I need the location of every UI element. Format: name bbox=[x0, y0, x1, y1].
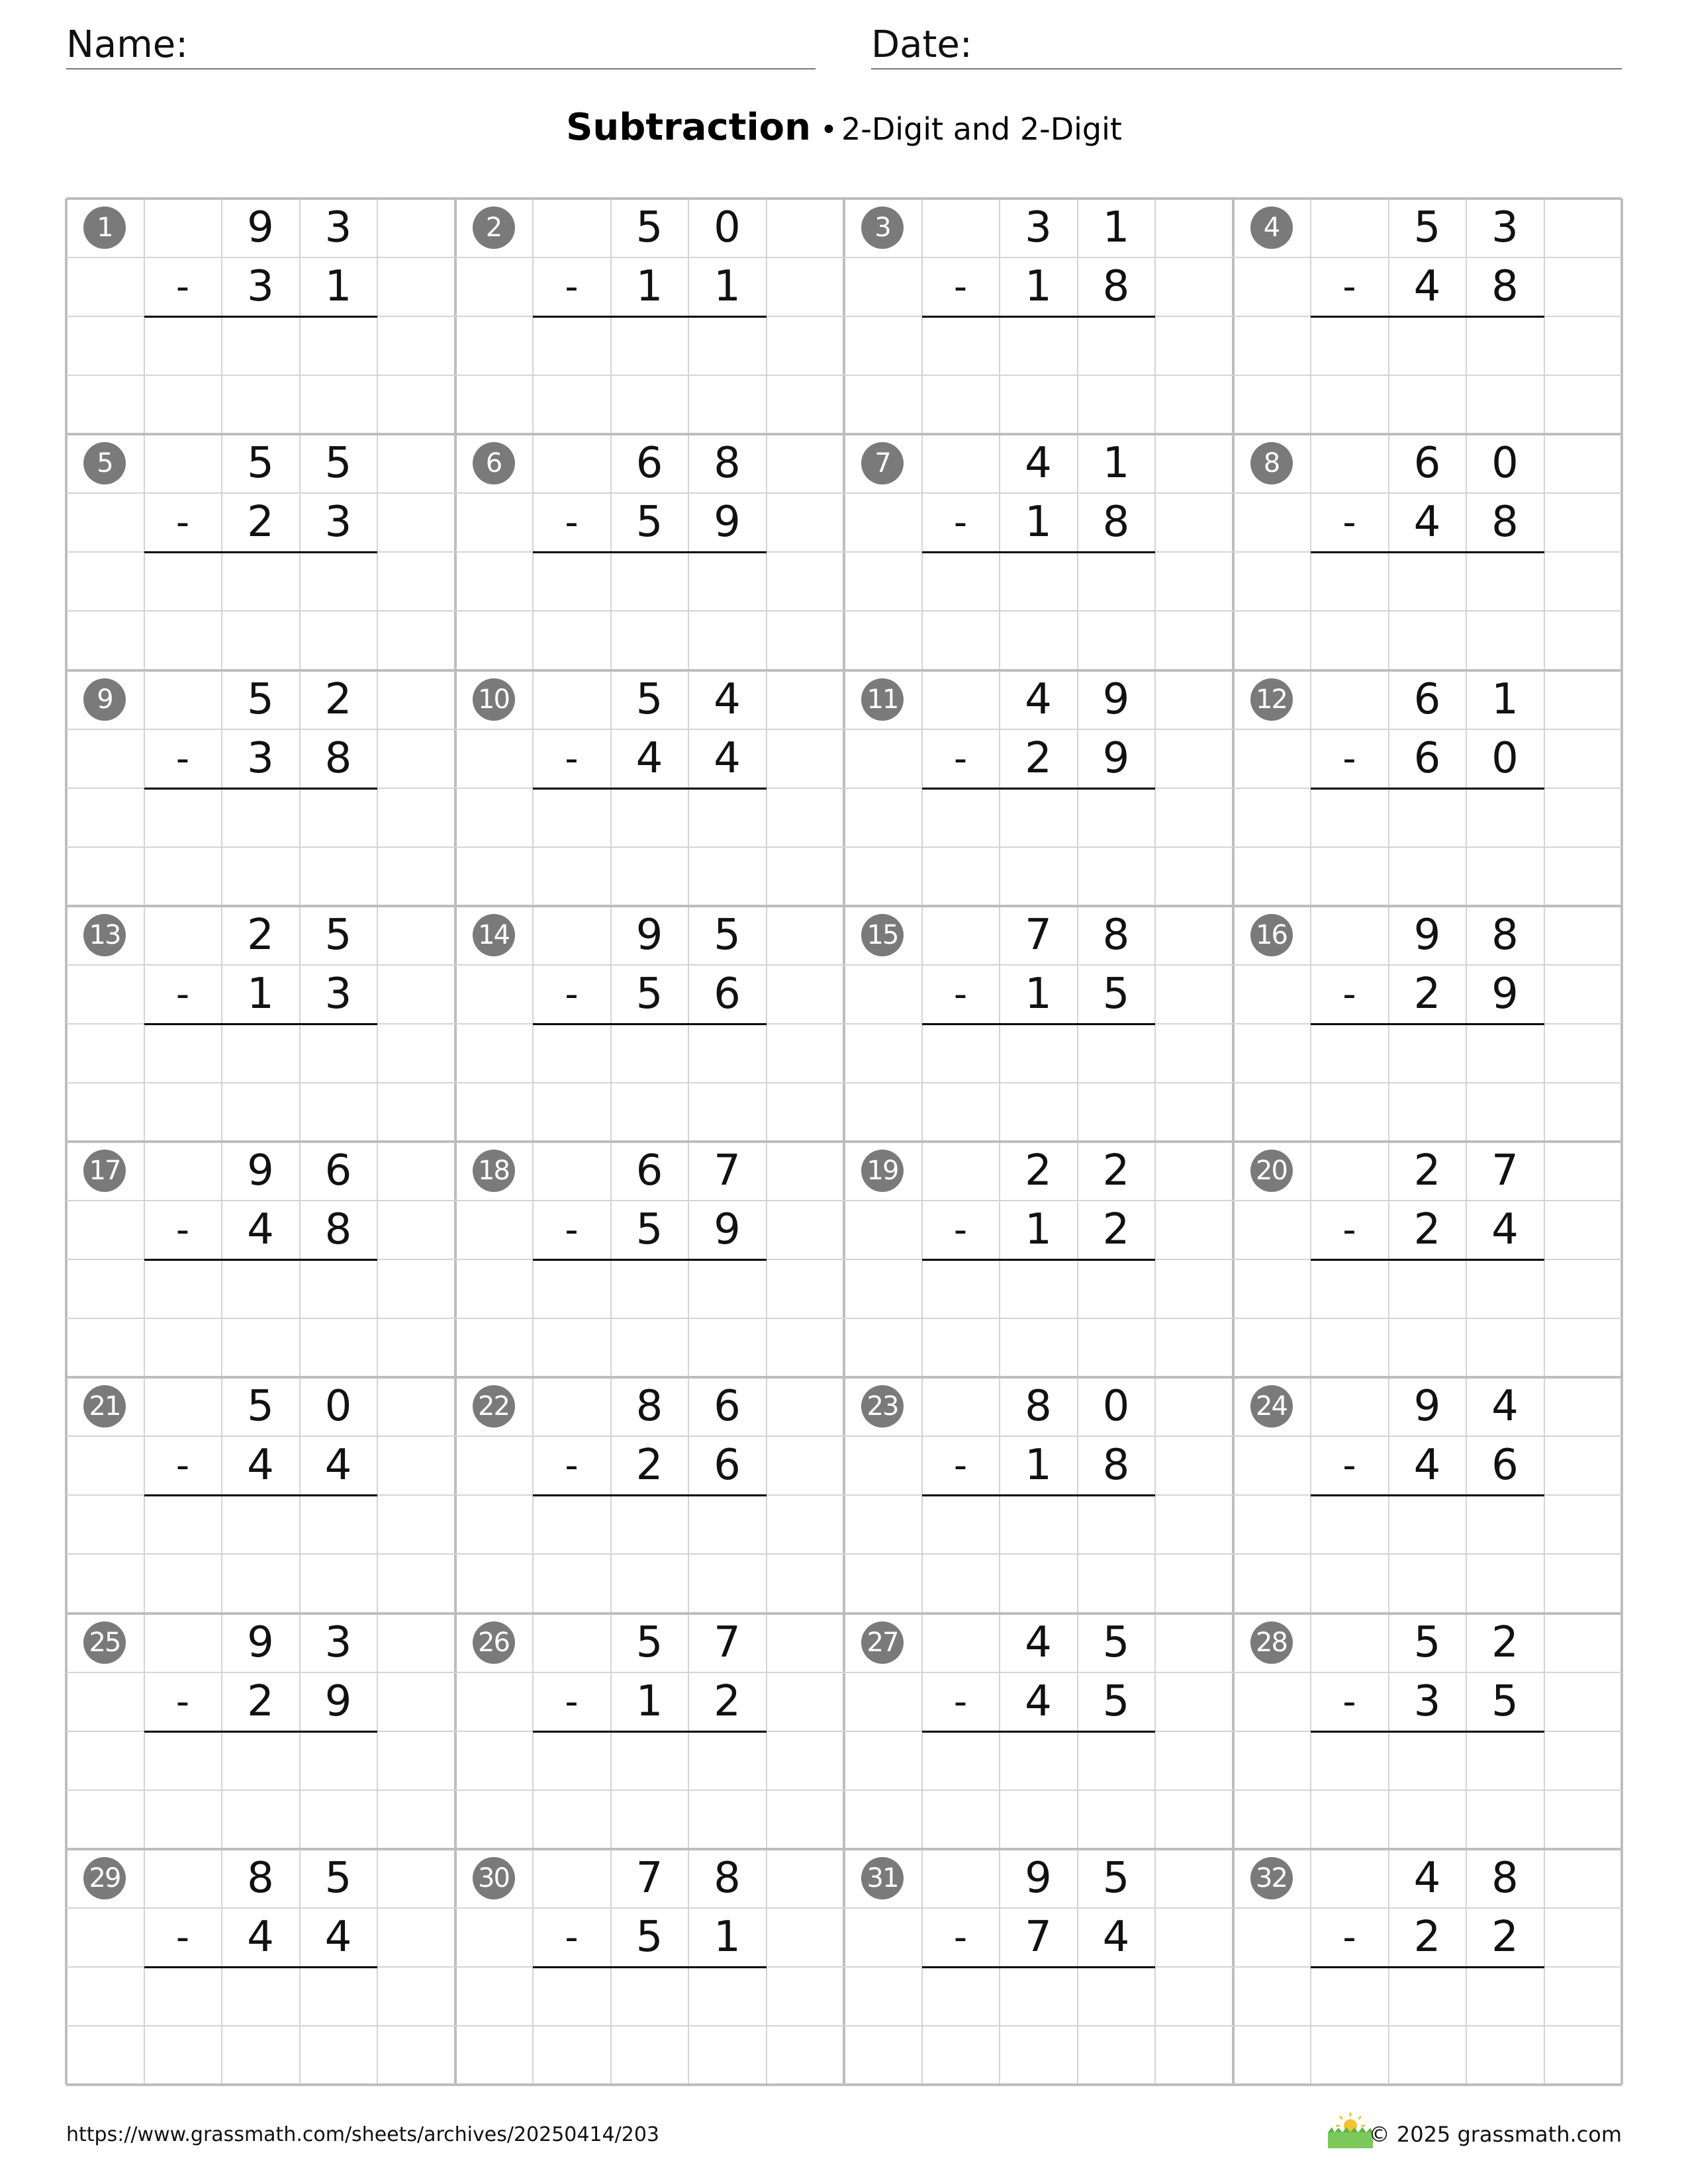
answer-area[interactable] bbox=[144, 319, 378, 430]
minus-sign: - bbox=[1342, 1680, 1356, 1723]
minus-sign: - bbox=[175, 1680, 190, 1723]
minuend-ones-digit: 7 bbox=[714, 1617, 741, 1667]
subtrahend-ones-digit: 8 bbox=[1102, 1441, 1130, 1490]
minuend-ones-digit: 7 bbox=[1491, 1146, 1519, 1195]
subtrahend-ones-digit: 8 bbox=[1102, 498, 1130, 547]
answer-area[interactable] bbox=[1311, 555, 1544, 666]
minuend-ones-digit: 2 bbox=[1102, 1146, 1130, 1195]
title-main: Subtraction bbox=[566, 106, 812, 149]
answer-area[interactable] bbox=[1311, 1262, 1544, 1373]
minus-sign: - bbox=[1342, 501, 1356, 545]
problem-number-badge: 12 bbox=[1250, 678, 1293, 721]
subtrahend-tens-digit: 4 bbox=[635, 733, 663, 783]
subtrahend-tens-digit: 5 bbox=[635, 969, 663, 1019]
subtrahend-ones-digit: 0 bbox=[1491, 733, 1519, 783]
problem-number-badge: 9 bbox=[83, 678, 126, 721]
answer-area[interactable] bbox=[144, 555, 378, 666]
worksheet-title bbox=[0, 106, 1688, 149]
minus-sign: - bbox=[1342, 1444, 1356, 1488]
answer-area[interactable] bbox=[144, 1734, 378, 1845]
subtrahend-tens-digit: 1 bbox=[635, 1676, 663, 1726]
minuend-tens-digit: 5 bbox=[247, 674, 274, 724]
minuend-ones-digit: 3 bbox=[324, 203, 352, 252]
subtrahend-ones-digit: 9 bbox=[714, 498, 741, 547]
subtrahend-tens-digit: 2 bbox=[1025, 733, 1052, 783]
answer-area[interactable] bbox=[533, 555, 767, 666]
answer-area[interactable] bbox=[1311, 1970, 1544, 2081]
problem-number-badge: 27 bbox=[861, 1621, 904, 1664]
minuend-ones-digit: 0 bbox=[714, 203, 741, 252]
minus-sign: - bbox=[1342, 972, 1356, 1016]
answer-line bbox=[1311, 788, 1544, 790]
minuend-tens-digit: 4 bbox=[1413, 1853, 1441, 1903]
minuend-ones-digit: 3 bbox=[324, 1617, 352, 1667]
minuend-ones-digit: 6 bbox=[714, 1382, 741, 1432]
problem-number-badge: 30 bbox=[473, 1857, 515, 1899]
grass-sun-logo-icon bbox=[1325, 2111, 1376, 2150]
title-subtitle: 2-Digit and 2-Digit bbox=[841, 111, 1122, 147]
minuend-ones-digit: 2 bbox=[1491, 1617, 1519, 1667]
minus-sign: - bbox=[953, 1208, 968, 1252]
minus-sign: - bbox=[565, 1444, 579, 1488]
minuend-tens-digit: 5 bbox=[635, 674, 663, 724]
minuend-tens-digit: 6 bbox=[1413, 439, 1441, 488]
answer-area[interactable] bbox=[533, 1498, 767, 1609]
subtrahend-tens-digit: 2 bbox=[247, 498, 274, 547]
problem-number-badge: 10 bbox=[473, 678, 515, 721]
footer-copyright: © 2025 grassmath.com bbox=[1368, 2122, 1622, 2147]
minus-sign: - bbox=[565, 1680, 579, 1723]
minuend-tens-digit: 8 bbox=[247, 1853, 274, 1903]
minuend-tens-digit: 9 bbox=[247, 1146, 274, 1195]
minuend-ones-digit: 5 bbox=[324, 439, 352, 488]
answer-line bbox=[533, 316, 767, 318]
answer-line bbox=[1311, 1023, 1544, 1025]
minuend-ones-digit: 1 bbox=[1491, 674, 1519, 724]
subtrahend-ones-digit: 8 bbox=[1491, 262, 1519, 312]
answer-area[interactable] bbox=[922, 1026, 1156, 1138]
subtrahend-ones-digit: 1 bbox=[324, 262, 352, 312]
answer-line bbox=[922, 788, 1156, 790]
problem-number-badge: 3 bbox=[861, 206, 904, 249]
problem-number-badge: 1 bbox=[83, 206, 126, 249]
problem-number-badge: 22 bbox=[473, 1385, 515, 1428]
answer-line bbox=[144, 1259, 378, 1261]
subtrahend-tens-digit: 1 bbox=[1025, 262, 1052, 312]
problem-number-badge: 21 bbox=[83, 1385, 126, 1428]
minuend-ones-digit: 5 bbox=[1102, 1617, 1130, 1667]
minuend-tens-digit: 4 bbox=[1025, 439, 1052, 488]
answer-line bbox=[1311, 316, 1544, 318]
minuend-ones-digit: 8 bbox=[714, 1853, 741, 1903]
answer-area[interactable] bbox=[533, 1262, 767, 1373]
subtrahend-ones-digit: 4 bbox=[324, 1441, 352, 1490]
subtrahend-tens-digit: 4 bbox=[1025, 1676, 1052, 1726]
title-bullet: • bbox=[820, 113, 837, 147]
subtrahend-ones-digit: 4 bbox=[1491, 1205, 1519, 1255]
subtrahend-ones-digit: 9 bbox=[1102, 733, 1130, 783]
subtrahend-ones-digit: 1 bbox=[714, 1912, 741, 1962]
subtrahend-tens-digit: 7 bbox=[1025, 1912, 1052, 1962]
problem-number-badge: 5 bbox=[83, 442, 126, 484]
answer-line bbox=[144, 1966, 378, 1968]
subtrahend-ones-digit: 9 bbox=[714, 1205, 741, 1255]
minuend-ones-digit: 0 bbox=[1491, 439, 1519, 488]
subtrahend-ones-digit: 6 bbox=[1491, 1441, 1519, 1490]
problem-grid bbox=[66, 199, 1622, 2085]
answer-area[interactable] bbox=[533, 1970, 767, 2081]
subtrahend-ones-digit: 6 bbox=[714, 969, 741, 1019]
subtrahend-tens-digit: 2 bbox=[247, 1676, 274, 1726]
answer-line bbox=[533, 1259, 767, 1261]
problem-number-badge: 11 bbox=[861, 678, 904, 721]
subtrahend-tens-digit: 5 bbox=[635, 498, 663, 547]
minus-sign: - bbox=[1342, 265, 1356, 309]
problem-number-badge: 13 bbox=[83, 914, 126, 956]
minuend-ones-digit: 7 bbox=[714, 1146, 741, 1195]
answer-area[interactable] bbox=[144, 1026, 378, 1138]
answer-area[interactable] bbox=[533, 319, 767, 430]
answer-area[interactable] bbox=[533, 791, 767, 902]
subtrahend-tens-digit: 4 bbox=[247, 1912, 274, 1962]
subtrahend-ones-digit: 3 bbox=[324, 498, 352, 547]
minuend-ones-digit: 0 bbox=[324, 1382, 352, 1432]
minuend-tens-digit: 2 bbox=[247, 910, 274, 960]
subtrahend-tens-digit: 2 bbox=[1413, 1205, 1441, 1255]
answer-area[interactable] bbox=[144, 1498, 378, 1609]
problem-number-badge: 4 bbox=[1250, 206, 1293, 249]
answer-line bbox=[144, 1023, 378, 1025]
problem-number-badge: 23 bbox=[861, 1385, 904, 1428]
answer-line bbox=[1311, 1494, 1544, 1496]
subtrahend-ones-digit: 2 bbox=[1491, 1912, 1519, 1962]
minus-sign: - bbox=[565, 265, 579, 309]
answer-line bbox=[1311, 1966, 1544, 1968]
subtrahend-ones-digit: 3 bbox=[324, 969, 352, 1019]
problem-number-badge: 31 bbox=[861, 1857, 904, 1899]
minus-sign: - bbox=[175, 1208, 190, 1252]
minuend-tens-digit: 5 bbox=[247, 1382, 274, 1432]
problem-number-badge: 25 bbox=[83, 1621, 126, 1664]
answer-line bbox=[533, 551, 767, 553]
answer-line bbox=[922, 1494, 1156, 1496]
subtrahend-tens-digit: 5 bbox=[635, 1205, 663, 1255]
subtrahend-ones-digit: 2 bbox=[714, 1676, 741, 1726]
subtrahend-tens-digit: 4 bbox=[1413, 1441, 1441, 1490]
minuend-ones-digit: 5 bbox=[324, 910, 352, 960]
minuend-ones-digit: 8 bbox=[714, 439, 741, 488]
answer-area[interactable] bbox=[922, 1262, 1156, 1373]
subtrahend-ones-digit: 5 bbox=[1102, 969, 1130, 1019]
problem-number-badge: 26 bbox=[473, 1621, 515, 1664]
problem-number-badge: 15 bbox=[861, 914, 904, 956]
answer-line bbox=[533, 1023, 767, 1025]
minus-sign: - bbox=[565, 1915, 579, 1959]
minuend-ones-digit: 4 bbox=[714, 674, 741, 724]
answer-line bbox=[533, 1966, 767, 1968]
subtrahend-ones-digit: 8 bbox=[324, 733, 352, 783]
minuend-tens-digit: 9 bbox=[635, 910, 663, 960]
problem-number-badge: 17 bbox=[83, 1150, 126, 1192]
name-underline bbox=[66, 68, 816, 69]
answer-line bbox=[922, 1966, 1156, 1968]
subtrahend-ones-digit: 8 bbox=[1102, 262, 1130, 312]
answer-line bbox=[144, 551, 378, 553]
answer-line bbox=[922, 1023, 1156, 1025]
answer-line bbox=[144, 788, 378, 790]
answer-line bbox=[1311, 1259, 1544, 1261]
minuend-tens-digit: 6 bbox=[635, 1146, 663, 1195]
minus-sign: - bbox=[175, 1444, 190, 1488]
answer-area[interactable] bbox=[1311, 319, 1544, 430]
minuend-tens-digit: 8 bbox=[635, 1382, 663, 1432]
minuend-tens-digit: 9 bbox=[247, 1617, 274, 1667]
problem-number-badge: 2 bbox=[473, 206, 515, 249]
minuend-ones-digit: 5 bbox=[1102, 1853, 1130, 1903]
subtrahend-tens-digit: 2 bbox=[1413, 1912, 1441, 1962]
minuend-tens-digit: 5 bbox=[635, 1617, 663, 1667]
problem-number-badge: 28 bbox=[1250, 1621, 1293, 1664]
minuend-tens-digit: 6 bbox=[635, 439, 663, 488]
subtrahend-tens-digit: 4 bbox=[247, 1441, 274, 1490]
subtrahend-tens-digit: 2 bbox=[1413, 969, 1441, 1019]
minuend-tens-digit: 9 bbox=[1413, 1382, 1441, 1432]
minuend-tens-digit: 4 bbox=[1025, 674, 1052, 724]
answer-line bbox=[922, 1259, 1156, 1261]
problem-number-badge: 24 bbox=[1250, 1385, 1293, 1428]
problem-number-badge: 20 bbox=[1250, 1150, 1293, 1192]
minus-sign: - bbox=[953, 737, 968, 780]
problem-number-badge: 7 bbox=[861, 442, 904, 484]
minuend-ones-digit: 8 bbox=[1491, 910, 1519, 960]
subtrahend-tens-digit: 1 bbox=[247, 969, 274, 1019]
answer-area[interactable] bbox=[1311, 791, 1544, 902]
answer-area[interactable] bbox=[922, 1734, 1156, 1845]
subtrahend-ones-digit: 9 bbox=[1491, 969, 1519, 1019]
minuend-ones-digit: 8 bbox=[1102, 910, 1130, 960]
date-underline bbox=[871, 68, 1622, 69]
subtrahend-ones-digit: 4 bbox=[714, 733, 741, 783]
subtrahend-tens-digit: 3 bbox=[1413, 1676, 1441, 1726]
minuend-ones-digit: 9 bbox=[1102, 674, 1130, 724]
answer-area[interactable] bbox=[533, 1734, 767, 1845]
subtrahend-ones-digit: 8 bbox=[324, 1205, 352, 1255]
subtrahend-ones-digit: 2 bbox=[1102, 1205, 1130, 1255]
answer-area[interactable] bbox=[1311, 1734, 1544, 1845]
minuend-tens-digit: 7 bbox=[635, 1853, 663, 1903]
minuend-tens-digit: 2 bbox=[1025, 1146, 1052, 1195]
problem-number-badge: 14 bbox=[473, 914, 515, 956]
minuend-tens-digit: 2 bbox=[1413, 1146, 1441, 1195]
minus-sign: - bbox=[565, 1208, 579, 1252]
minus-sign: - bbox=[565, 737, 579, 780]
minuend-tens-digit: 3 bbox=[1025, 203, 1052, 252]
minuend-ones-digit: 5 bbox=[714, 910, 741, 960]
minus-sign: - bbox=[565, 972, 579, 1016]
answer-area[interactable] bbox=[922, 555, 1156, 666]
minus-sign: - bbox=[953, 501, 968, 545]
subtrahend-ones-digit: 4 bbox=[324, 1912, 352, 1962]
subtrahend-tens-digit: 6 bbox=[1413, 733, 1441, 783]
minuend-ones-digit: 5 bbox=[324, 1853, 352, 1903]
minus-sign: - bbox=[175, 972, 190, 1016]
subtrahend-tens-digit: 4 bbox=[1413, 498, 1441, 547]
subtrahend-ones-digit: 5 bbox=[1102, 1676, 1130, 1726]
minuend-ones-digit: 4 bbox=[1491, 1382, 1519, 1432]
answer-area[interactable] bbox=[144, 1970, 378, 2081]
minus-sign: - bbox=[565, 501, 579, 545]
answer-area[interactable] bbox=[922, 319, 1156, 430]
minuend-tens-digit: 8 bbox=[1025, 1382, 1052, 1432]
minuend-tens-digit: 9 bbox=[247, 203, 274, 252]
minus-sign: - bbox=[175, 501, 190, 545]
minuend-ones-digit: 6 bbox=[324, 1146, 352, 1195]
subtrahend-tens-digit: 1 bbox=[1025, 1205, 1052, 1255]
answer-line bbox=[922, 551, 1156, 553]
subtrahend-tens-digit: 4 bbox=[247, 1205, 274, 1255]
subtrahend-ones-digit: 5 bbox=[1491, 1676, 1519, 1726]
subtrahend-ones-digit: 4 bbox=[1102, 1912, 1130, 1962]
answer-area[interactable] bbox=[144, 1262, 378, 1373]
date-label: Date: bbox=[871, 23, 972, 66]
minus-sign: - bbox=[175, 737, 190, 780]
minus-sign: - bbox=[953, 1680, 968, 1723]
problem-number-badge: 6 bbox=[473, 442, 515, 484]
minus-sign: - bbox=[953, 972, 968, 1016]
answer-line bbox=[533, 1731, 767, 1733]
answer-line bbox=[1311, 1731, 1544, 1733]
minuend-tens-digit: 7 bbox=[1025, 910, 1052, 960]
subtrahend-ones-digit: 9 bbox=[324, 1676, 352, 1726]
subtrahend-ones-digit: 8 bbox=[1491, 498, 1519, 547]
minuend-ones-digit: 1 bbox=[1102, 439, 1130, 488]
minuend-tens-digit: 5 bbox=[1413, 1617, 1441, 1667]
answer-line bbox=[144, 1731, 378, 1733]
minuend-tens-digit: 6 bbox=[1413, 674, 1441, 724]
answer-line bbox=[922, 316, 1156, 318]
answer-line bbox=[144, 1494, 378, 1496]
problem-number-badge: 19 bbox=[861, 1150, 904, 1192]
name-label: Name: bbox=[66, 23, 189, 66]
minuend-tens-digit: 9 bbox=[1025, 1853, 1052, 1903]
minus-sign: - bbox=[1342, 1915, 1356, 1959]
answer-area[interactable] bbox=[922, 1970, 1156, 2081]
answer-area[interactable] bbox=[144, 791, 378, 902]
minuend-tens-digit: 9 bbox=[1413, 910, 1441, 960]
minuend-ones-digit: 1 bbox=[1102, 203, 1130, 252]
problem-number-badge: 8 bbox=[1250, 442, 1293, 484]
subtrahend-tens-digit: 1 bbox=[1025, 498, 1052, 547]
answer-area[interactable] bbox=[1311, 1026, 1544, 1138]
footer-url: https://www.grassmath.com/sheets/archives/20250414/203 bbox=[66, 2123, 660, 2146]
minuend-tens-digit: 5 bbox=[1413, 203, 1441, 252]
subtrahend-tens-digit: 3 bbox=[247, 733, 274, 783]
answer-area[interactable] bbox=[922, 1498, 1156, 1609]
problem-number-badge: 16 bbox=[1250, 914, 1293, 956]
minuend-ones-digit: 0 bbox=[1102, 1382, 1130, 1432]
problem-number-badge: 29 bbox=[83, 1857, 126, 1899]
subtrahend-tens-digit: 4 bbox=[1413, 262, 1441, 312]
minus-sign: - bbox=[175, 265, 190, 309]
minuend-ones-digit: 8 bbox=[1491, 1853, 1519, 1903]
answer-area[interactable] bbox=[1311, 1498, 1544, 1609]
minus-sign: - bbox=[953, 1915, 968, 1959]
minus-sign: - bbox=[953, 265, 968, 309]
subtrahend-tens-digit: 1 bbox=[635, 262, 663, 312]
answer-area[interactable] bbox=[922, 791, 1156, 902]
answer-area[interactable] bbox=[533, 1026, 767, 1138]
minuend-tens-digit: 4 bbox=[1025, 1617, 1052, 1667]
minus-sign: - bbox=[1342, 1208, 1356, 1252]
minuend-ones-digit: 2 bbox=[324, 674, 352, 724]
subtrahend-tens-digit: 1 bbox=[1025, 969, 1052, 1019]
problem-number-badge: 18 bbox=[473, 1150, 515, 1192]
name-field[interactable] bbox=[66, 20, 816, 69]
minus-sign: - bbox=[953, 1444, 968, 1488]
minuend-tens-digit: 5 bbox=[247, 439, 274, 488]
minuend-tens-digit: 5 bbox=[635, 203, 663, 252]
subtrahend-tens-digit: 3 bbox=[247, 262, 274, 312]
date-field[interactable] bbox=[871, 20, 1622, 69]
problem-number-badge: 32 bbox=[1250, 1857, 1293, 1899]
subtrahend-ones-digit: 6 bbox=[714, 1441, 741, 1490]
grid-hline bbox=[66, 2083, 1622, 2086]
answer-line bbox=[533, 1494, 767, 1496]
minuend-ones-digit: 3 bbox=[1491, 203, 1519, 252]
minus-sign: - bbox=[175, 1915, 190, 1959]
answer-line bbox=[1311, 551, 1544, 553]
subtrahend-tens-digit: 5 bbox=[635, 1912, 663, 1962]
minus-sign: - bbox=[1342, 737, 1356, 780]
answer-line bbox=[922, 1731, 1156, 1733]
subtrahend-ones-digit: 1 bbox=[714, 262, 741, 312]
answer-line bbox=[144, 316, 378, 318]
subtrahend-tens-digit: 2 bbox=[635, 1441, 663, 1490]
subtrahend-tens-digit: 1 bbox=[1025, 1441, 1052, 1490]
answer-line bbox=[533, 788, 767, 790]
